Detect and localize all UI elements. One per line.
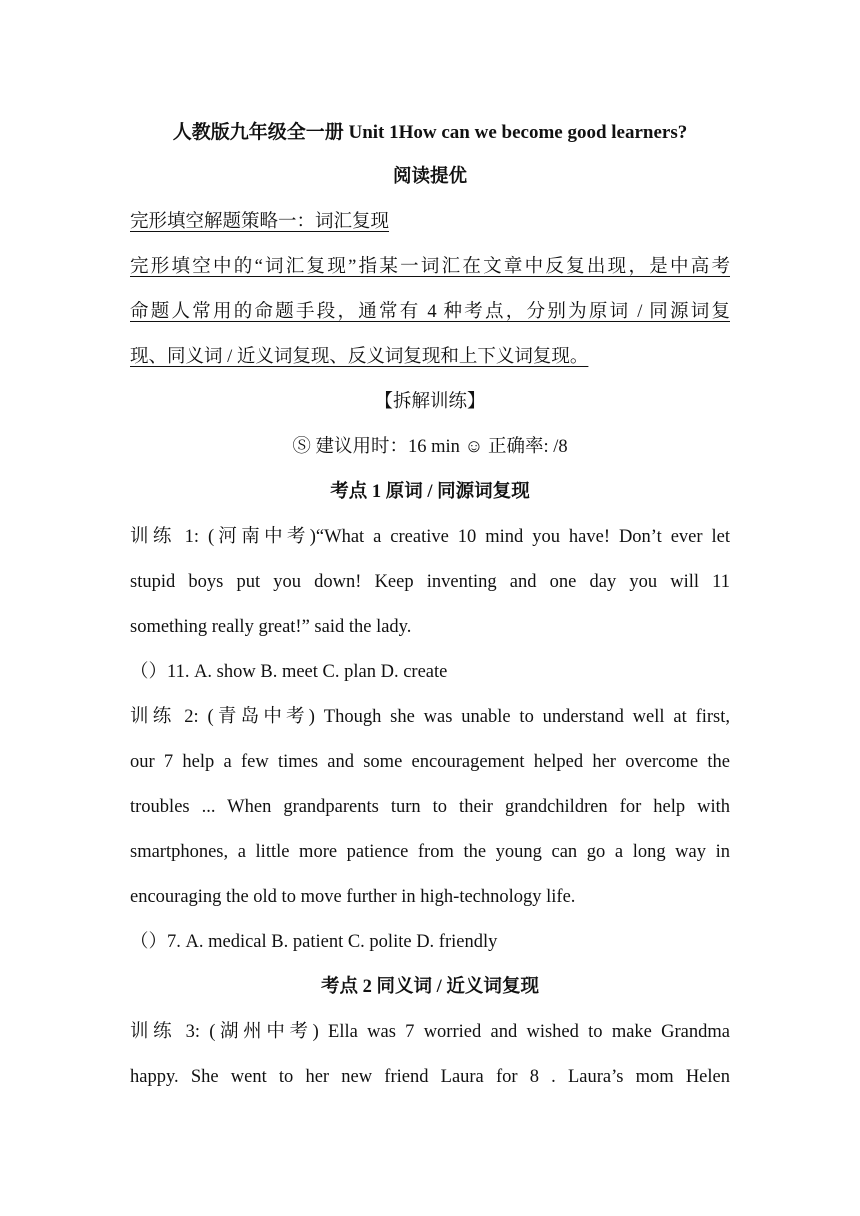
strategy-heading: 完形填空解题策略一：词汇复现 — [130, 212, 390, 232]
document-content — [130, 110, 730, 1100]
training2-line: our 7 help a few times and some encouragement helped her overcome the — [130, 752, 730, 772]
question-11: （）11. A. show B. meet C. plan D. create — [130, 662, 448, 682]
training3-line: 训练 3: (湖州中考) Ella was 7 worried and wished to make Grandma — [130, 1022, 730, 1042]
timer-line: Ⓢ 建议用时：16 min ☺ 正确率: /8 — [292, 437, 568, 457]
question-7: （）7. A. medical B. patient C. polite D. friendly — [130, 932, 498, 952]
training1-line: something really great!” said the lady. — [130, 617, 412, 637]
training2-line: 训练 2: (青岛中考) Though she was unable to understand well at first, — [130, 707, 730, 727]
training1-line: stupid boys put you down! Keep inventing and one day you will 11 — [130, 572, 730, 592]
training-label: 【拆解训练】 — [374, 392, 486, 412]
point1-heading: 考点 1 原词 / 同源词复现 — [330, 482, 530, 502]
document-title: 人教版九年级全一册 Unit 1How can we become good learners? — [172, 122, 688, 143]
training3-line: happy. She went to her new friend Laura for 8 . Laura’s mom Helen — [130, 1067, 730, 1087]
document-subtitle: 阅读提优 — [392, 167, 467, 187]
strategy-line-last — [130, 335, 730, 380]
strategy-line: 完形填空中的“词汇复现”指某一词汇在文章中反复出现，是中高考 — [130, 257, 730, 277]
training2-line: smartphones, a little more patience from the young can go a long way in — [130, 842, 730, 862]
point2-heading: 考点 2 同义词 / 近义词复现 — [321, 977, 539, 997]
strategy-line: 命题人常用的命题手段，通常有 4 种考点，分别为原词 / 同源词复 — [130, 302, 730, 322]
training2-line: encouraging the old to move further in high-technology life. — [130, 887, 576, 907]
strategy-line-text: 现、同义词 / 近义词复现、反义词复现和上下义词复现。 — [130, 347, 589, 367]
training2-line: troubles ... When grandparents turn to their grandchildren for help with — [130, 797, 730, 817]
training1-line: 训练 1: (河南中考)“What a creative 10 mind you have! Don’t ever let — [130, 527, 730, 547]
